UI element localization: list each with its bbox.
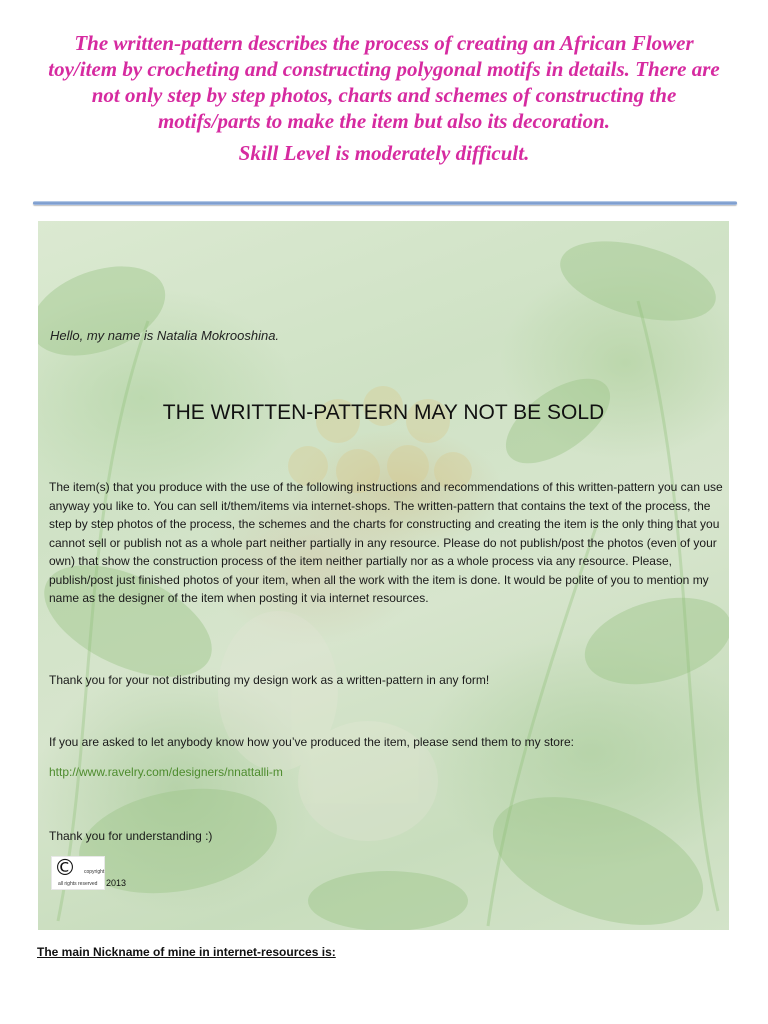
copyright-year: 2013 <box>106 878 127 888</box>
skill-level: Skill Level is moderately difficult. <box>238 141 530 165</box>
terms-paragraph: The item(s) that you produce with the use of the following instructions and recommendations of this written-pattern you can use anyway you like to. You can sell it/them/items via internet-shops. The written-pattern that contains the text of the process, the step by step photos of the process, the schemes and the charts for constructing and creating the item is the only thing that you cannot sell or publish not as a whole part neither partially in any resource. Please do not publish/post the photos (even of your own) that show the construction process of the item neither partially nor as a whole process via any resource. Please, publish/post just finished photos of your item, when all the work with the item is done. It would be polite of you to mention my name as the designer of the item when posting it via internet resources. <box>49 480 723 605</box>
store-link[interactable]: http://www.ravelry.com/designers/nnattalli-m <box>49 765 283 779</box>
thanks-paragraph: Thank you for your not distributing my design work as a written-pattern in any form! <box>49 673 490 687</box>
greeting-text: Hello, my name is Natalia Mokrooshina. <box>50 328 280 343</box>
rights-reserved-label: all rights reserved <box>58 881 98 887</box>
notice-panel <box>38 221 729 930</box>
copyright-icon: © <box>54 856 76 881</box>
copyright-badge <box>51 856 105 890</box>
divider-rule <box>33 201 737 205</box>
store-paragraph: If you are asked to let anybody know how you’ve produced the item, please send them to my store: <box>49 735 574 749</box>
closing-text: Thank you for understanding :) <box>49 829 213 843</box>
intro-paragraph: The written-pattern describes the process of creating an African Flower toy/item by crocheting and constructing polygonal motifs in details. There are not only step by step photos, charts and schemes of constructing the motifs/parts to make the item but also its decoration. <box>48 31 720 133</box>
copyright-label: copyright <box>84 869 105 875</box>
nickname-heading: The main Nickname of mine in internet-resources is: <box>37 945 336 959</box>
notice-title: THE WRITTEN-PATTERN MAY NOT BE SOLD <box>162 401 605 424</box>
intro-block <box>40 30 728 166</box>
